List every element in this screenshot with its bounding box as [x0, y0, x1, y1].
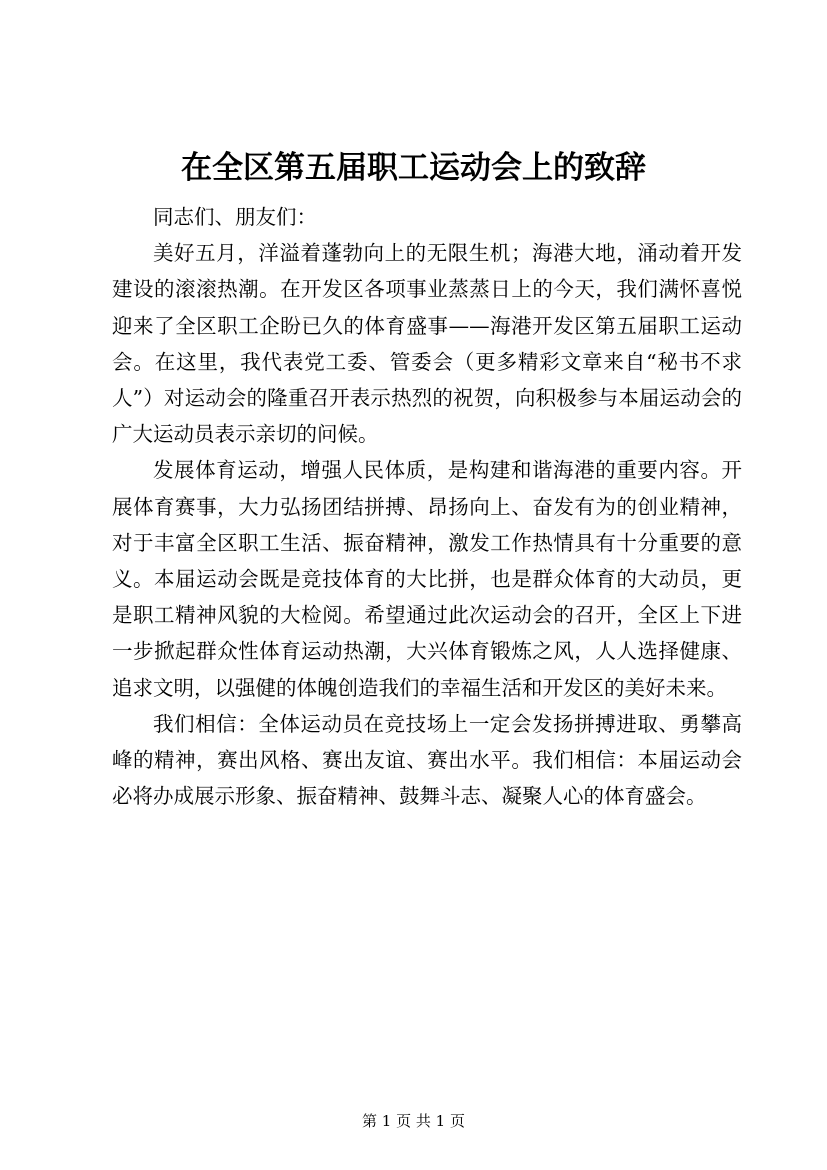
paragraph-1: 美好五月，洋溢着蓬勃向上的无限生机；海港大地，涌动着开发建设的滚滚热潮。在开发区各项事业蒸蒸日上的今天，我们满怀喜悦迎来了全区职工企盼已久的体育盛事——海港开发区第五届职工运动会。在这里，我代表党工委、管委会（更多精彩文章来自“秘书不求人”）对运动会的隆重召开表示热烈的祝贺，向积极参与本届运动会的广大运动员表示亲切的问候。 — [112, 241, 742, 447]
paragraph-3: 我们相信：全体运动员在竞技场上一定会发扬拼搏进取、勇攀高峰的精神，赛出风格、赛出友谊、赛出水平。我们相信：本届运动会必将办成展示形象、振奋精神、鼓舞斗志、凝聚人心的体育盛会。 — [112, 711, 742, 809]
greeting-line: 同志们、朋友们： — [153, 205, 317, 229]
paragraph-2: 发展体育运动，增强人民体质，是构建和谐海港的重要内容。开展体育赛事，大力弘扬团结拼搏、昂扬向上、奋发有为的创业精神，对于丰富全区职工生活、振奋精神，激发工作热情具有十分重要的意义。本届运动会既是竞技体育的大比拼，也是群众体育的大动员，更是职工精神风貌的大检阅。希望通过此次运动会的召开，全区上下进一步掀起群众性体育运动热潮，大兴体育锻炼之风，人人选择健康、追求文明，以强健的体魄创造我们的幸福生活和开发区的美好未来。 — [112, 458, 742, 700]
page-footer: 第 1 页 共 1 页 — [362, 1112, 465, 1130]
document-title: 在全区第五届职工运动会上的致辞 — [181, 150, 646, 186]
document-body — [112, 199, 742, 814]
